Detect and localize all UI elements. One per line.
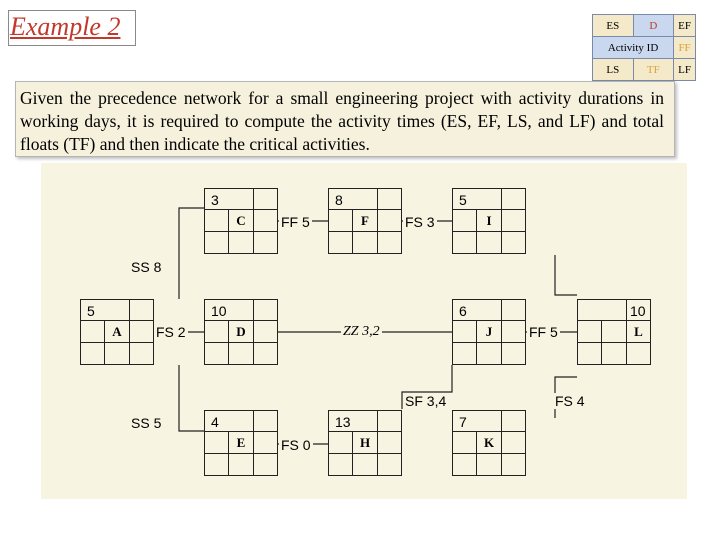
relation-label-zz: ZZ 3,2 [343,324,380,339]
node-duration: 4 [204,410,254,432]
activity-node-i [452,188,526,254]
node-id: F [352,209,378,232]
legend-ls: LS [593,59,634,81]
relation-label-j-l: FF 5 [529,324,558,340]
relation-label-fs0: FS 0 [281,437,311,453]
activity-node-k [452,410,526,476]
relation-label-ss8: SS 8 [131,259,162,275]
activity-node-j [452,299,526,365]
node-id: E [228,431,254,454]
node-id: C [228,209,254,232]
legend-ff: FF [674,37,696,59]
link-a-e [179,365,204,431]
node-duration: 10 [204,299,254,321]
precedence-network [41,163,687,499]
node-id: J [476,320,502,343]
legend-duration: D [633,15,674,37]
page-title: Example 2 [10,12,121,41]
node-duration: 10 [626,299,651,321]
node-id: I [476,209,502,232]
activity-node-a [80,299,154,365]
relation-label-sf: SF 3,4 [405,393,447,409]
legend-lf: LF [674,59,696,81]
activity-node-d [204,299,278,365]
legend-es: ES [593,15,634,37]
node-id: A [104,320,130,343]
relation-label-fs2: FS 2 [156,324,186,340]
relation-label-fs4: FS 4 [555,393,585,409]
activity-node-l [577,299,651,365]
activity-node-e [204,410,278,476]
link-a-c [179,208,204,299]
node-duration: 5 [452,188,502,210]
activity-node-f [328,188,402,254]
link-i-l [555,255,577,295]
node-id: L [626,320,651,343]
node-duration: 7 [452,410,502,432]
node-duration: 5 [80,299,130,321]
node-duration: 6 [452,299,502,321]
node-id: D [228,320,254,343]
relation-label-ss5: SS 5 [131,415,162,431]
node-id: K [476,431,502,454]
node-legend [592,14,696,81]
legend-ef: EF [674,15,696,37]
activity-node-h [328,410,402,476]
legend-tf: TF [633,59,674,81]
problem-statement: Given the precedence network for a small engineering project with activity durations in working days, it is required to compute the activity times (ES, EF, LS, and LF) and total floats (TF) and then indicate the critical activities. [15,81,675,157]
node-duration: 8 [328,188,378,210]
legend-activity-id: Activity ID [593,37,674,59]
node-duration: 3 [204,188,254,210]
relation-label-fs3: FS 3 [405,214,435,230]
activity-node-c [204,188,278,254]
relation-label-ff5: FF 5 [281,214,310,230]
node-id: H [352,431,378,454]
node-duration: 13 [328,410,378,432]
